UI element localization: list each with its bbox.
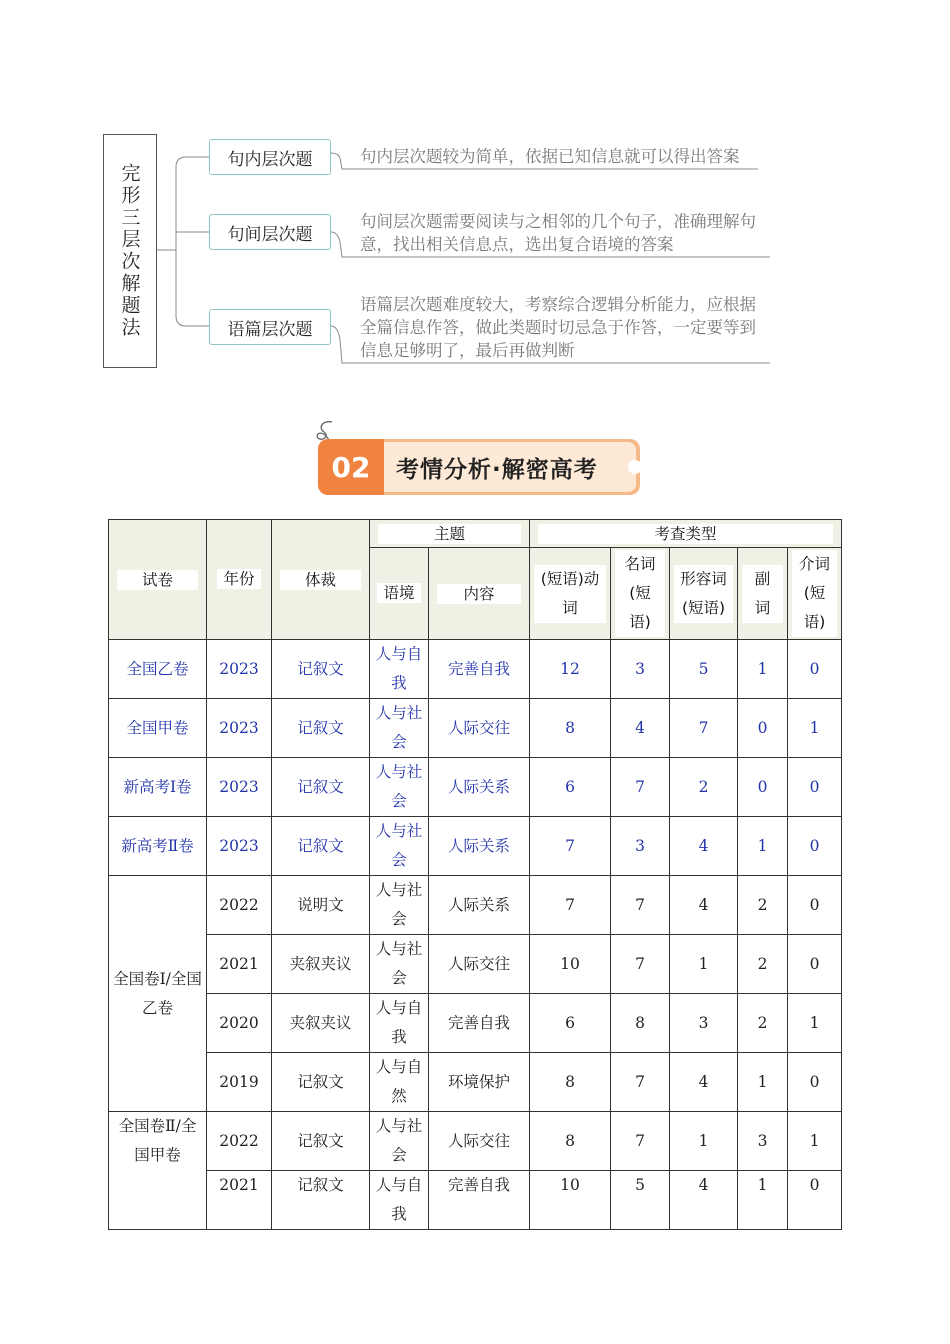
cell-adv: 1 <box>738 1171 788 1230</box>
cell-context: 人与自我 <box>370 640 429 699</box>
cell-genre: 记叙文 <box>272 640 370 699</box>
header-genre: 体裁 <box>272 520 370 640</box>
table-row <box>109 699 842 758</box>
cell-genre: 记叙文 <box>272 1112 370 1171</box>
cell-prep: 1 <box>788 994 842 1053</box>
cell-verb: 8 <box>530 699 611 758</box>
branch-description: 句内层次题较为简单，依据已知信息就可以得出答案 <box>360 147 740 166</box>
cell-prep: 0 <box>788 1171 842 1230</box>
cell-genre: 记叙文 <box>272 1171 370 1230</box>
table-row <box>109 640 842 699</box>
cell-verb: 6 <box>530 994 611 1053</box>
cell-content: 完善自我 <box>429 640 530 699</box>
branch-label: 句间层次题 <box>227 224 313 245</box>
cell-prep: 0 <box>788 935 842 994</box>
cell-genre: 记叙文 <box>272 758 370 817</box>
branch-discourse <box>209 309 331 345</box>
cell-noun: 7 <box>611 876 670 935</box>
cell-prep: 0 <box>788 758 842 817</box>
branch-description: 句间层次题需要阅读与之相邻的几个句子，准确理解句意，找出相关信息点，选出复合语境的答案 <box>360 212 756 254</box>
cell-paper: 全国甲卷 <box>109 699 207 758</box>
cell-noun: 7 <box>611 758 670 817</box>
header-prep: 介词(短语) <box>788 548 842 640</box>
table-row <box>109 1171 842 1230</box>
cell-adj: 3 <box>670 994 738 1053</box>
cell-verb: 10 <box>530 935 611 994</box>
cell-adv: 0 <box>738 699 788 758</box>
cell-adj: 7 <box>670 699 738 758</box>
header-paper: 试卷 <box>109 520 207 640</box>
cell-year: 2019 <box>207 1053 272 1112</box>
cell-adj: 1 <box>670 935 738 994</box>
cell-genre: 夹叙夹议 <box>272 994 370 1053</box>
branch-label: 语篇层次题 <box>227 319 313 340</box>
header-theme: 主题 <box>370 520 530 548</box>
cell-noun: 7 <box>611 1112 670 1171</box>
cell-adj: 4 <box>670 817 738 876</box>
cell-context: 人与社会 <box>370 876 429 935</box>
cell-prep: 0 <box>788 640 842 699</box>
cell-adj: 1 <box>670 1112 738 1171</box>
cell-adv: 0 <box>738 758 788 817</box>
table-row <box>109 876 842 935</box>
cell-prep: 1 <box>788 699 842 758</box>
cell-context: 人与自我 <box>370 1171 429 1230</box>
cell-verb: 7 <box>530 817 611 876</box>
mindmap-root-label: 完形三层次解题法 <box>118 163 141 339</box>
cell-content: 人际关系 <box>429 876 530 935</box>
cell-content: 人际交往 <box>429 1112 530 1171</box>
table-row <box>109 1112 842 1171</box>
cell-verb: 12 <box>530 640 611 699</box>
exam-analysis-table <box>108 519 842 1230</box>
table-row <box>109 935 842 994</box>
cell-paper: 新高考Ⅰ卷 <box>109 758 207 817</box>
cell-year: 2021 <box>207 935 272 994</box>
cell-context: 人与自然 <box>370 1053 429 1112</box>
cell-context: 人与社会 <box>370 758 429 817</box>
table-row <box>109 1053 842 1112</box>
cell-content: 人际交往 <box>429 935 530 994</box>
cell-genre: 记叙文 <box>272 1053 370 1112</box>
cell-adv: 1 <box>738 817 788 876</box>
cell-year: 2021 <box>207 1171 272 1230</box>
cell-year: 2022 <box>207 876 272 935</box>
cell-context: 人与社会 <box>370 1112 429 1171</box>
cell-adv: 2 <box>738 935 788 994</box>
cell-verb: 7 <box>530 876 611 935</box>
cell-year: 2023 <box>207 758 272 817</box>
cell-adj: 4 <box>670 876 738 935</box>
table-row <box>109 817 842 876</box>
header-adv: 副词 <box>738 548 788 640</box>
cell-paper: 新高考Ⅱ卷 <box>109 817 207 876</box>
cell-adj: 4 <box>670 1171 738 1230</box>
section-title: 考情分析·解密高考 <box>396 456 598 483</box>
cell-paper: 全国乙卷 <box>109 640 207 699</box>
cell-context: 人与社会 <box>370 935 429 994</box>
cell-noun: 3 <box>611 640 670 699</box>
table-row <box>109 758 842 817</box>
cell-year: 2023 <box>207 817 272 876</box>
section-header <box>310 418 650 500</box>
cell-noun: 8 <box>611 994 670 1053</box>
cell-genre: 记叙文 <box>272 817 370 876</box>
cell-verb: 6 <box>530 758 611 817</box>
cell-content: 环境保护 <box>429 1053 530 1112</box>
cell-verb: 10 <box>530 1171 611 1230</box>
cell-verb: 8 <box>530 1053 611 1112</box>
cell-genre: 说明文 <box>272 876 370 935</box>
header-context: 语境 <box>370 548 429 640</box>
cell-noun: 7 <box>611 1053 670 1112</box>
cell-adv: 3 <box>738 1112 788 1171</box>
mindmap <box>0 0 950 380</box>
section-number: 02 <box>318 439 384 495</box>
cell-year: 2022 <box>207 1112 272 1171</box>
cell-content: 人际交往 <box>429 699 530 758</box>
cell-content: 完善自我 <box>429 1171 530 1230</box>
cell-context: 人与社会 <box>370 817 429 876</box>
cell-prep: 1 <box>788 1112 842 1171</box>
cell-prep: 0 <box>788 817 842 876</box>
cell-paper-group: 全国卷Ⅰ/全国乙卷 <box>109 876 207 1112</box>
cell-adj: 5 <box>670 640 738 699</box>
cell-adj: 2 <box>670 758 738 817</box>
branch-description: 语篇层次题难度较大，考察综合逻辑分析能力，应根据全篇信息作答，做此类题时切忌急于作答，一定要等到信息足够明了，最后再做判断 <box>360 295 756 360</box>
cell-content: 人际关系 <box>429 758 530 817</box>
header-year: 年份 <box>207 520 272 640</box>
header-verb: (短语)动词 <box>530 548 611 640</box>
mindmap-root <box>103 134 157 368</box>
cell-adv: 2 <box>738 876 788 935</box>
cell-genre: 记叙文 <box>272 699 370 758</box>
cell-noun: 3 <box>611 817 670 876</box>
cell-prep: 0 <box>788 1053 842 1112</box>
cell-content: 完善自我 <box>429 994 530 1053</box>
header-adj: 形容词(短语) <box>670 548 738 640</box>
cell-context: 人与社会 <box>370 699 429 758</box>
table-row <box>109 994 842 1053</box>
cell-adv: 2 <box>738 994 788 1053</box>
cell-genre: 夹叙夹议 <box>272 935 370 994</box>
cell-prep: 0 <box>788 876 842 935</box>
header-types: 考查类型 <box>530 520 842 548</box>
cell-noun: 4 <box>611 699 670 758</box>
header-notch <box>628 460 642 474</box>
cell-verb: 8 <box>530 1112 611 1171</box>
cell-adj: 4 <box>670 1053 738 1112</box>
cell-context: 人与自我 <box>370 994 429 1053</box>
cell-year: 2023 <box>207 699 272 758</box>
header-noun: 名词(短语) <box>611 548 670 640</box>
cell-paper-group: 全国卷Ⅱ/全国甲卷 <box>109 1112 207 1230</box>
cell-adv: 1 <box>738 1053 788 1112</box>
cell-year: 2020 <box>207 994 272 1053</box>
cell-noun: 7 <box>611 935 670 994</box>
header-content: 内容 <box>429 548 530 640</box>
cell-adv: 1 <box>738 640 788 699</box>
branch-inter-sentence <box>209 214 331 250</box>
cell-noun: 5 <box>611 1171 670 1230</box>
cell-year: 2023 <box>207 640 272 699</box>
branch-label: 句内层次题 <box>227 149 313 170</box>
branch-intra-sentence <box>209 139 331 175</box>
cell-content: 人际关系 <box>429 817 530 876</box>
